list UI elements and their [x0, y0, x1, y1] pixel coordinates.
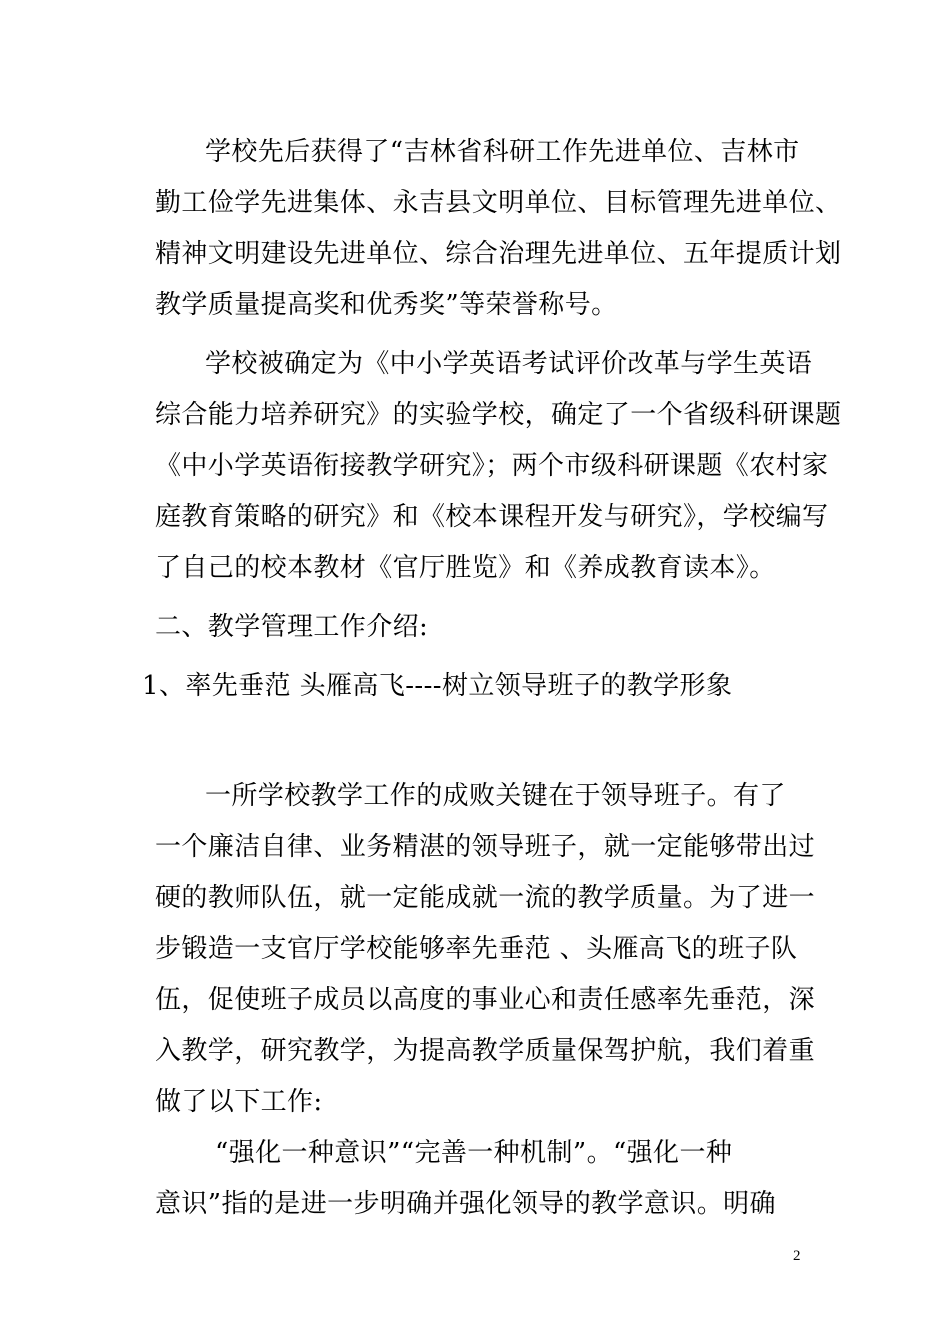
paragraph-3-line-3: 硬的教师队伍，就一定能成就一流的教学质量。为了进一 — [155, 883, 816, 913]
paragraph-1-line-1: 学校先后获得了“吉林省科研工作先进单位、吉林市 — [205, 137, 800, 167]
page-number: 2 — [793, 1248, 801, 1264]
subsection-heading: 1、率先垂范 头雁高飞----树立领导班子的教学形象 — [142, 671, 733, 701]
paragraph-2-line-2: 综合能力培养研究》的实验学校，确定了一个省级科研课题 — [155, 400, 842, 430]
paragraph-1-line-2: 勤工俭学先进集体、永吉县文明单位、目标管理先进单位、 — [155, 188, 842, 218]
paragraph-1-line-4: 教学质量提高奖和优秀奖”等荣誉称号。 — [155, 290, 618, 320]
paragraph-3-line-6: 入教学，研究教学，为提高教学质量保驾护航，我们着重 — [155, 1036, 816, 1066]
paragraph-2-line-4: 庭教育策略的研究》和《校本课程开发与研究》，学校编写 — [155, 502, 829, 532]
section-heading: 二、教学管理工作介绍: — [155, 612, 429, 642]
paragraph-2-line-5: 了自己的校本教材《官厅胜览》和《养成教育读本》。 — [155, 553, 776, 583]
paragraph-1-line-3: 精神文明建设先进单位、综合治理先进单位、五年提质计划 — [155, 239, 842, 269]
paragraph-3-line-7: 做了以下工作: — [155, 1087, 323, 1117]
paragraph-3-line-4: 步锻造一支官厅学校能够率先垂范 、头雁高飞的班子队 — [155, 934, 798, 964]
paragraph-4-line-2: 意识”指的是进一步明确并强化领导的教学意识。明确 — [155, 1189, 776, 1219]
paragraph-3-line-1: 一所学校教学工作的成败关键在于领导班子。有了 — [205, 781, 786, 811]
paragraph-3-line-2: 一个廉洁自律、业务精湛的领导班子，就一定能够带出过 — [155, 832, 816, 862]
paragraph-3-line-5: 伍，促使班子成员以高度的事业心和责任感率先垂范，深 — [155, 985, 816, 1015]
paragraph-2-line-3: 《中小学英语衔接教学研究》；两个市级科研课题《农村家 — [155, 451, 829, 481]
paragraph-4-line-1: “强化一种意识”“完善一种机制”。“强化一种 — [215, 1138, 733, 1168]
paragraph-2-line-1: 学校被确定为《中小学英语考试评价改革与学生英语 — [205, 349, 813, 379]
